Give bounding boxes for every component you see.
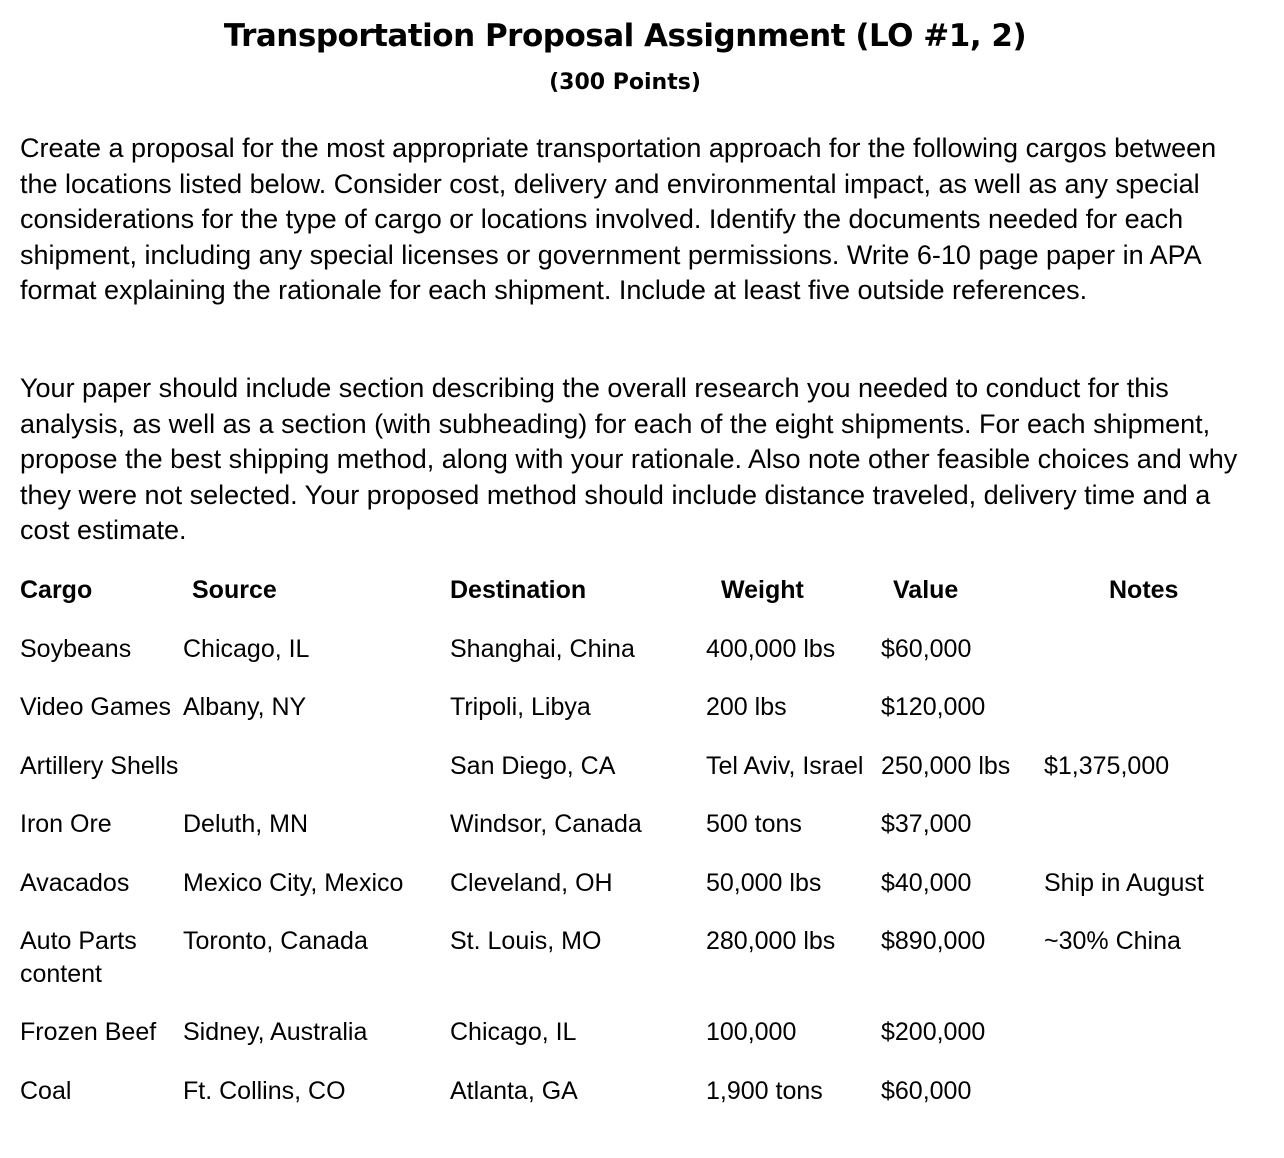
table-cell-source: Deluth, MN [183, 810, 309, 838]
header-value: Value [893, 576, 959, 604]
table-cell-value: $890,000 [881, 927, 986, 955]
table-cell-cargo: Auto Parts [20, 927, 137, 955]
table-cell-weight: 100,000 [706, 1018, 797, 1046]
table-cell-weight: 1,900 tons [706, 1077, 823, 1105]
table-cell-cargo: Frozen Beef [20, 1018, 157, 1046]
table-cell-weight: Tel Aviv, Israel [706, 752, 864, 780]
table-cell-notes: Ship in August [1044, 869, 1204, 897]
document-subtitle: (300 Points) [549, 70, 701, 95]
table-cell-destination: St. Louis, MO [450, 927, 602, 955]
table-cell-cargo: Coal [20, 1077, 72, 1105]
table-cell-destination: Tripoli, Libya [450, 693, 591, 721]
header-source: Source [192, 576, 277, 604]
table-cell-source: Mexico City, Mexico [183, 869, 404, 897]
table-cell-weight: 500 tons [706, 810, 802, 838]
header-destination: Destination [450, 576, 587, 604]
table-cell-notes: $1,375,000 [1044, 752, 1170, 780]
table-cell-destination: Atlanta, GA [450, 1077, 578, 1105]
table-cell-cargo: Artillery Shells [20, 752, 179, 780]
header-weight: Weight [721, 576, 804, 604]
table-cell-value: $40,000 [881, 869, 972, 897]
table-cell-cargo: Soybeans [20, 635, 132, 663]
table-cell-value: $200,000 [881, 1018, 986, 1046]
table-cell-destination: Chicago, IL [450, 1018, 577, 1046]
table-cell-destination: Cleveland, OH [450, 869, 613, 897]
requirements-paragraph: Your paper should include section describing the overall research you needed to conduct for this analysis, as well as a section (with subheading) for each of the eight shipments. For each shipment, propose the best shipping method, along with your rationale. Also note other feasible choices and why they were not selected. Your proposed method should include distance traveled, delivery time and a cost estimate. [20, 373, 1238, 546]
table-cell-value: 250,000 lbs [881, 752, 1011, 780]
table-cell-source: Chicago, IL [183, 635, 310, 663]
table-cell-destination: Windsor, Canada [450, 810, 642, 838]
table-cell-notes: ~30% China [1044, 927, 1181, 955]
table-cell-cargo: Iron Ore [20, 810, 112, 838]
table-cell-weight: 280,000 lbs [706, 927, 836, 955]
table-cell-weight: 50,000 lbs [706, 869, 822, 897]
table-cell-destination: Shanghai, China [450, 635, 635, 663]
intro-paragraph: Create a proposal for the most appropriate transportation approach for the following cargos between the locations listed below. Consider cost, delivery and environmental impact, as well as any special considerations for the type of cargo or locations involved. Identify the documents needed for each shipment, including any special licenses or government permissions. Write 6-10 page paper in APA format explaining the rationale for each shipment. Include at least five outside references. [20, 133, 1217, 306]
table-cell-value: $120,000 [881, 693, 986, 721]
table-cell-weight: 200 lbs [706, 693, 787, 721]
table-cell-notes-continuation: content [20, 960, 103, 988]
header-cargo: Cargo [20, 576, 93, 604]
header-notes: Notes [1109, 576, 1179, 604]
table-cell-source: Sidney, Australia [183, 1018, 368, 1046]
table-cell-source: Toronto, Canada [183, 927, 368, 955]
table-cell-value: $60,000 [881, 1077, 972, 1105]
table-cell-value: $37,000 [881, 810, 972, 838]
table-cell-source: Ft. Collins, CO [183, 1077, 346, 1105]
table-cell-cargo: Video Games [20, 693, 172, 721]
table-cell-cargo: Avacados [20, 869, 130, 897]
table-cell-source: Albany, NY [183, 693, 307, 721]
document-title: Transportation Proposal Assignment (LO #1, 2) [223, 18, 1027, 54]
table-cell-value: $60,000 [881, 635, 972, 663]
table-cell-destination: San Diego, CA [450, 752, 616, 780]
table-cell-weight: 400,000 lbs [706, 635, 836, 663]
